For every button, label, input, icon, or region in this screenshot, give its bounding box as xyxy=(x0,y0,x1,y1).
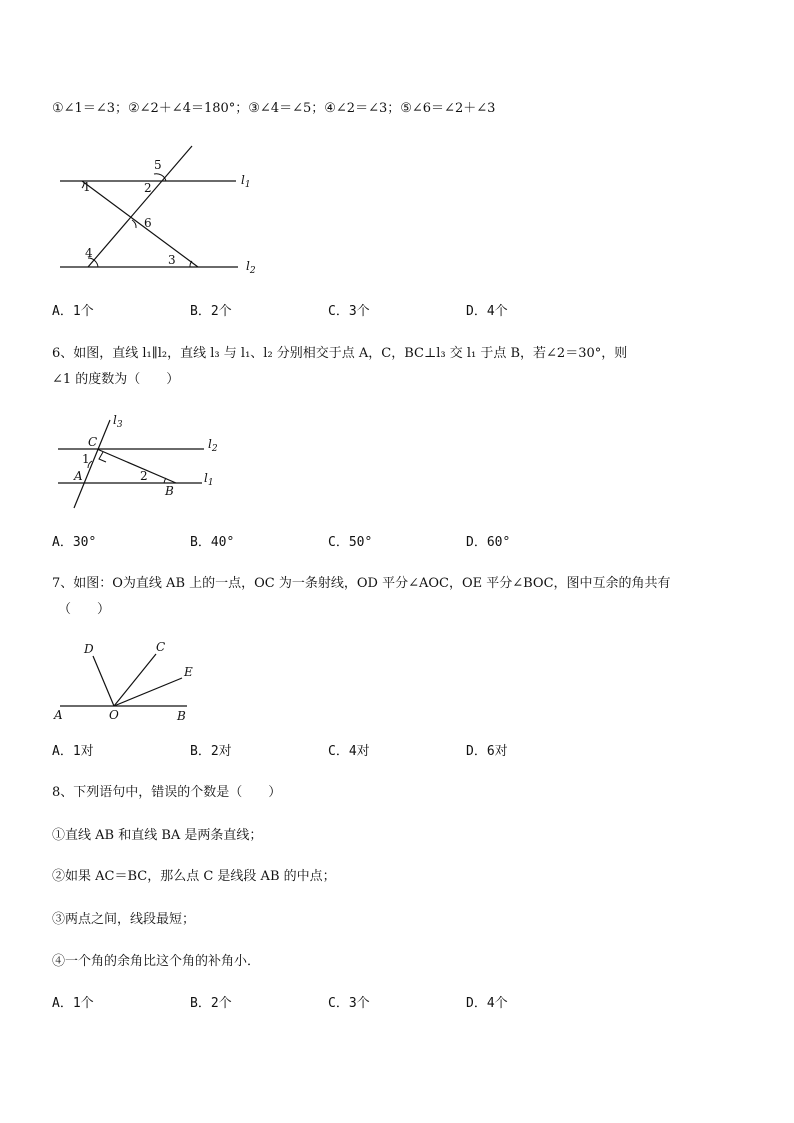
point-label-b: B xyxy=(177,709,186,723)
line-l3 xyxy=(74,420,110,508)
q8-stem: 8、下列语句中，错误的个数是（ ） xyxy=(52,785,282,800)
point-label-a: A xyxy=(74,469,83,483)
q8-option-d[interactable]: D．4个 xyxy=(466,996,508,1011)
q5-conditions: ①∠1＝∠3；②∠2＋∠4＝180°；③∠4＝∠5；④∠2＝∠3；⑤∠6＝∠2＋∠3 xyxy=(52,101,496,116)
q7-option-a[interactable]: A．1对 xyxy=(52,744,94,759)
angle-arc-2 xyxy=(164,478,166,483)
q7-stem-line1: 7、如图：O为直线 AB 上的一点，OC 为一条射线，OD 平分∠AOC，OE 平分∠BOC，图中互余的角共有 xyxy=(52,576,671,591)
q7-option-b[interactable]: B．2对 xyxy=(190,744,232,759)
angle-label-6: 6 xyxy=(144,216,152,230)
q8-option-c[interactable]: C．3个 xyxy=(328,996,370,1011)
angle-label-3: 3 xyxy=(168,253,176,267)
line-label-l3: $l_3$ xyxy=(113,413,123,430)
right-angle-mark xyxy=(99,452,106,462)
q6-option-a[interactable]: A．30° xyxy=(52,535,97,550)
q8-statement-2: ②如果 AC＝BC，那么点 C 是线段 AB 的中点； xyxy=(52,869,336,884)
q8-statement-1: ①直线 AB 和直线 BA 是两条直线； xyxy=(52,828,263,843)
angle-label-1: 1 xyxy=(82,452,90,466)
point-label-c: C xyxy=(88,435,98,449)
q8-option-a[interactable]: A．1个 xyxy=(52,996,94,1011)
line-label-l1: $l_1$ xyxy=(204,471,214,488)
q6-option-d[interactable]: D．60° xyxy=(466,535,511,550)
q7-option-d[interactable]: D．6对 xyxy=(466,744,508,759)
q5-option-b[interactable]: B．2个 xyxy=(190,304,232,319)
ray-oe xyxy=(114,678,182,706)
transversal-2 xyxy=(88,146,192,267)
q5-figure xyxy=(52,150,282,276)
line-label-l1: $l_1$ xyxy=(241,173,251,190)
q6-stem-line1: 6、如图，直线 l₁∥l₂，直线 l₃ 与 l₁、l₂ 分别相交于点 A，C，BC⊥l₃ 交 l₁ 于点 B，若∠2＝30°，则 xyxy=(52,346,628,361)
q7-stem-line2: （ ） xyxy=(58,602,111,617)
q8-option-b[interactable]: B．2个 xyxy=(190,996,232,1011)
q6-option-b[interactable]: B．40° xyxy=(190,535,235,550)
angle-label-1: 1 xyxy=(83,180,91,194)
ray-oc xyxy=(114,654,156,706)
q7-option-c[interactable]: C．4对 xyxy=(328,744,370,759)
point-label-a: A xyxy=(54,708,63,722)
angle-label-5: 5 xyxy=(154,158,162,172)
point-label-b: B xyxy=(165,484,174,498)
ray-od xyxy=(93,656,114,706)
line-label-l2: $l_2$ xyxy=(208,437,218,454)
line-label-l2: $l_2$ xyxy=(246,259,256,276)
q5-option-d[interactable]: D．4个 xyxy=(466,304,508,319)
q6-figure xyxy=(52,410,232,510)
q8-statement-3: ③两点之间，线段最短； xyxy=(52,912,196,927)
point-label-d: D xyxy=(84,642,94,656)
angle-label-2: 2 xyxy=(144,181,152,195)
point-label-e: E xyxy=(184,665,193,679)
angle-arc-5 xyxy=(154,174,166,181)
angle-label-2: 2 xyxy=(140,469,148,483)
q5-option-a[interactable]: A．1个 xyxy=(52,304,94,319)
point-label-c: C xyxy=(156,640,166,654)
segment-bc xyxy=(97,449,176,483)
q7-figure xyxy=(52,638,222,723)
point-label-o: O xyxy=(109,708,119,722)
q6-option-c[interactable]: C．50° xyxy=(328,535,373,550)
q8-statement-4: ④一个角的余角比这个角的补角小． xyxy=(52,954,261,969)
angle-label-4: 4 xyxy=(85,246,93,260)
q5-option-c[interactable]: C．3个 xyxy=(328,304,370,319)
q6-stem-line2: ∠1 的度数为（ ） xyxy=(52,372,180,387)
